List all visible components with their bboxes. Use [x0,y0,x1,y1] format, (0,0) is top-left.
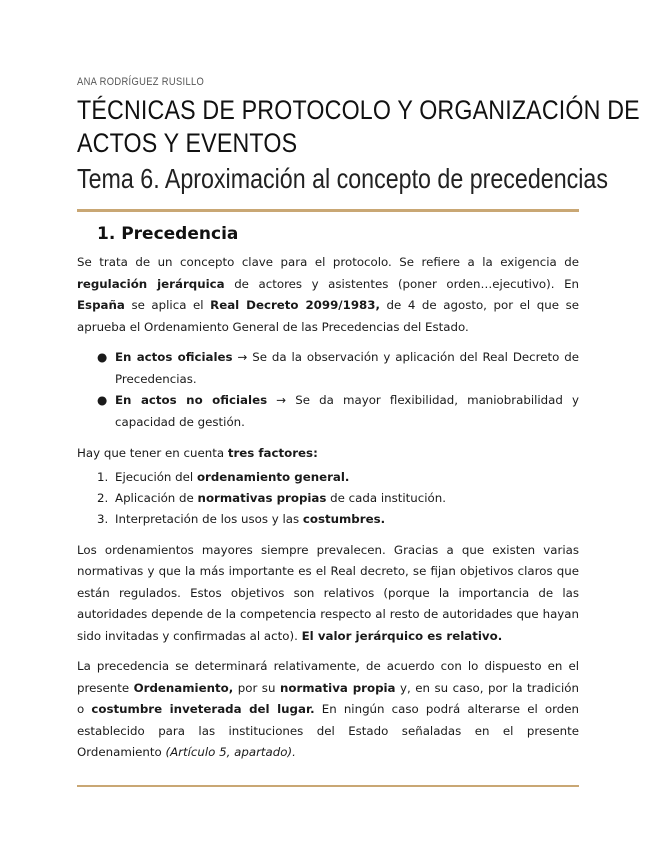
bullet-list [77,347,579,433]
factors-list [77,467,579,530]
list-item: 2. Aplicación de normativas propias de cada institución. [97,490,446,505]
paragraph-precedencia: La precedencia se determinará relativamente, de acuerdo con lo dispuesto en el presente Ordenamiento, por su normativa propia y, en su caso, por la tradición o costumbre inveterada del lugar. En ningún caso podrá alterarse el orden establecido para las instituciones del Estado señaladas en el presente Ordenamiento (Artículo 5, apartado). [77,659,580,759]
list-item: ● En actos no oficiales → Se da mayor flexibilidad, maniobrabilidad y capacidad de gestión. [77,390,579,433]
author-name: ANA RODRÍGUEZ RUSILLO [77,76,205,88]
list-item: ● En actos oficiales → Se da la observación y aplicación del Real Decreto de Precedencias. [77,347,579,390]
title-line-1: TÉCNICAS DE PROTOCOLO Y ORGANIZACIÓN DE [77,95,640,125]
list-item: 3. Interpretación de los usos y las costumbres. [97,511,386,526]
section-heading: 1. Precedencia [97,224,239,244]
document-page [77,76,640,773]
paragraph-intro: Se trata de un concepto clave para el protocolo. Se refiere a la exigencia de regulación jerárquica de actores y asistentes (poner orden…ejecutivo). En España se aplica el Real Decreto 2099/1983, de 4 de agosto, por el que se aprueba el Ordenamiento General de las Precedencias del Estado. [77,255,579,334]
bullet-dot-icon: ● [97,393,108,407]
footer-divider [77,785,579,787]
list-item: 1. Ejecución del ordenamiento general. [97,469,350,484]
factors-intro: Hay que tener en cuenta tres factores: [77,446,318,460]
paragraph-ordenamientos: Los ordenamientos mayores siempre prevalecen. Gracias a que existen varias normativas y que la más importante es el Real decreto, se fijan objetivos claros que están regulados. Estos objetivos son relativos (porque la importancia de las autoridades depende de la competencia respecto al resto de autoridades que hayan sido invitadas y confirmadas al acto). El valor jerárquico es relativo. [77,542,579,643]
document-subtitle: Tema 6. Aproximación al concepto de precedencias [77,163,608,194]
document-title [77,94,640,160]
title-line-2: ACTOS Y EVENTOS [77,128,298,158]
bullet-dot-icon: ● [97,350,108,364]
header-divider [77,209,579,212]
